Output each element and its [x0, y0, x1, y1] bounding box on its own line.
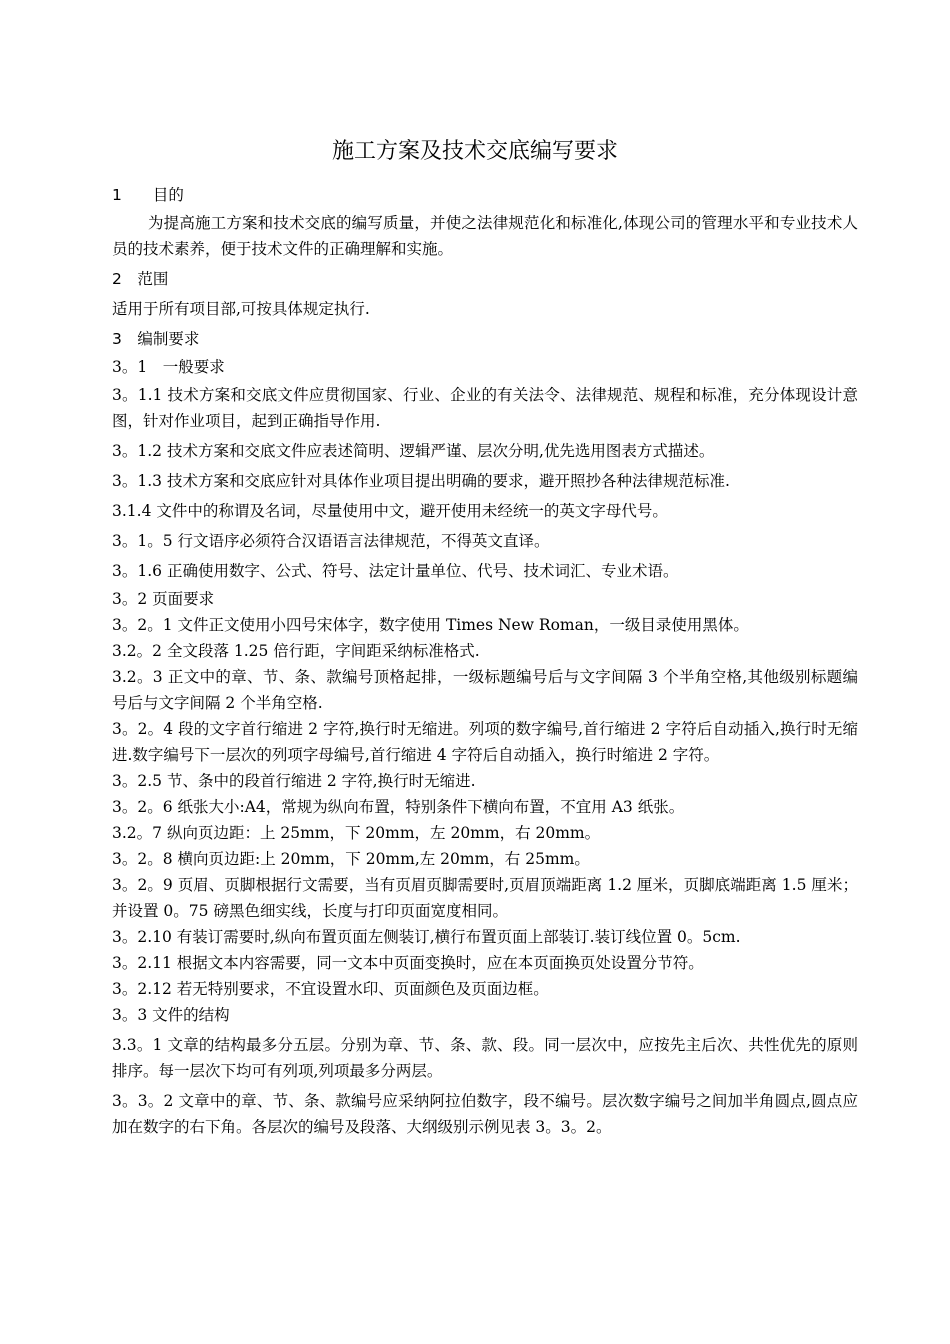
section-heading-scope: 2 范围 — [112, 270, 169, 288]
clause-3-2-10: 3。2.10 有装订需要时,纵向布置页面左侧装订,横行布置页面上部装订.装订线位置 0。5cm. — [112, 928, 741, 946]
clause-3-1-5: 3。1。5 行文语序必须符合汉语语言法律规范，不得英文直译。 — [112, 532, 550, 550]
clause-3-1-3: 3。1.3 技术方案和交底应针对具体作业项目提出明确的要求，避开照抄各种法律规范标准. — [112, 472, 730, 490]
clause-3-2-12: 3。2.12 若无特别要求，不宜设置水印、页面颜色及页面边框。 — [112, 980, 549, 998]
clause-3-2-1: 3。2。1 文件正文使用小四号宋体字，数字使用 Times New Roman，一级目录使用黑体。 — [112, 616, 749, 634]
clause-3-2-8: 3。2。8 横向页边距:上 20mm，下 20mm,左 20mm，右 25mm。 — [112, 850, 590, 868]
subsection-heading-page: 3。2 页面要求 — [112, 590, 215, 608]
clause-3-2-4: 3。2。4 段的文字首行缩进 2 字符,换行时无缩进。列项的数字编号,首行缩进 2 字符后自动插入,换行时无缩进.数字编号下一层次的列项字母编号,首行缩进 4 字符后自动插入，换行时缩进 2 字符。 — [112, 720, 858, 764]
section-heading-requirements: 3 编制要求 — [112, 330, 200, 348]
clause-3-1-6: 3。1.6 正确使用数字、公式、符号、法定计量单位、代号、技术词汇、专业术语。 — [112, 562, 679, 580]
clause-3-2-2: 3.2。2 全文段落 1.25 倍行距，字间距采纳标准格式. — [112, 642, 480, 660]
clause-3-2-5: 3。2.5 节、条中的段首行缩进 2 字符,换行时无缩进. — [112, 772, 476, 790]
clause-3-2-7: 3.2。7 纵向页边距：上 25mm，下 20mm，左 20mm，右 20mm。 — [112, 824, 601, 842]
clause-3-2-3: 3.2。3 正文中的章、节、条、款编号顶格起排，一级标题编号后与文字间隔 3 个半角空格,其他级别标题编号后与文字间隔 2 个半角空格. — [112, 668, 858, 712]
subsection-heading-general: 3。1 一般要求 — [112, 358, 225, 376]
subsection-heading-structure: 3。3 文件的结构 — [112, 1006, 230, 1024]
clause-3-1-4: 3.1.4 文件中的称谓及名词，尽量使用中文，避开使用未经统一的英文字母代号。 — [112, 502, 668, 520]
document-body — [112, 182, 858, 1140]
clause-3-1-2: 3。1.2 技术方案和交底文件应表述简明、逻辑严谨、层次分明,优先选用图表方式描述。 — [112, 442, 715, 460]
clause-3-3-2: 3。3。2 文章中的章、节、条、款编号应采纳阿拉伯数字，段不编号。层次数字编号之间加半角圆点,圆点应加在数字的右下角。各层次的编号及段落、大纲级别示例见表 3。3。2。 — [112, 1092, 858, 1136]
clause-3-3-1: 3.3。1 文章的结构最多分五层。分别为章、节、条、款、段。同一层次中，应按先主后次、共性优先的原则排序。每一层次下均可有列项,列项最多分两层。 — [112, 1036, 858, 1080]
paragraph-purpose: 为提高施工方案和技术交底的编写质量，并使之法律规范化和标准化,体现公司的管理水平和专业技术人员的技术素养，便于技术文件的正确理解和实施。 — [112, 214, 858, 258]
paragraph-scope: 适用于所有项目部,可按具体规定执行. — [112, 300, 370, 318]
section-heading-purpose: 1 目的 — [112, 186, 184, 204]
document-title: 施工方案及技术交底编写要求 — [331, 139, 618, 164]
clause-3-2-11: 3。2.11 根据文本内容需要，同一文本中页面变换时，应在本页面换页处设置分节符。 — [112, 954, 704, 972]
clause-3-1-1: 3。1.1 技术方案和交底文件应贯彻国家、行业、企业的有关法令、法律规范、规程和标准，充分体现设计意图，针对作业项目，起到正确指导作用. — [112, 386, 858, 430]
clause-3-2-9: 3。2。9 页眉、页脚根据行文需要，当有页眉页脚需要时,页眉顶端距离 1.2 厘米，页脚底端距离 1.5 厘米；并设置 0。75 磅黑色细实线，长度与打印页面宽度相同。 — [112, 876, 858, 920]
clause-3-2-6: 3。2。6 纸张大小:A4，常规为纵向布置，特别条件下横向布置，不宜用 A3 纸张。 — [112, 798, 685, 816]
